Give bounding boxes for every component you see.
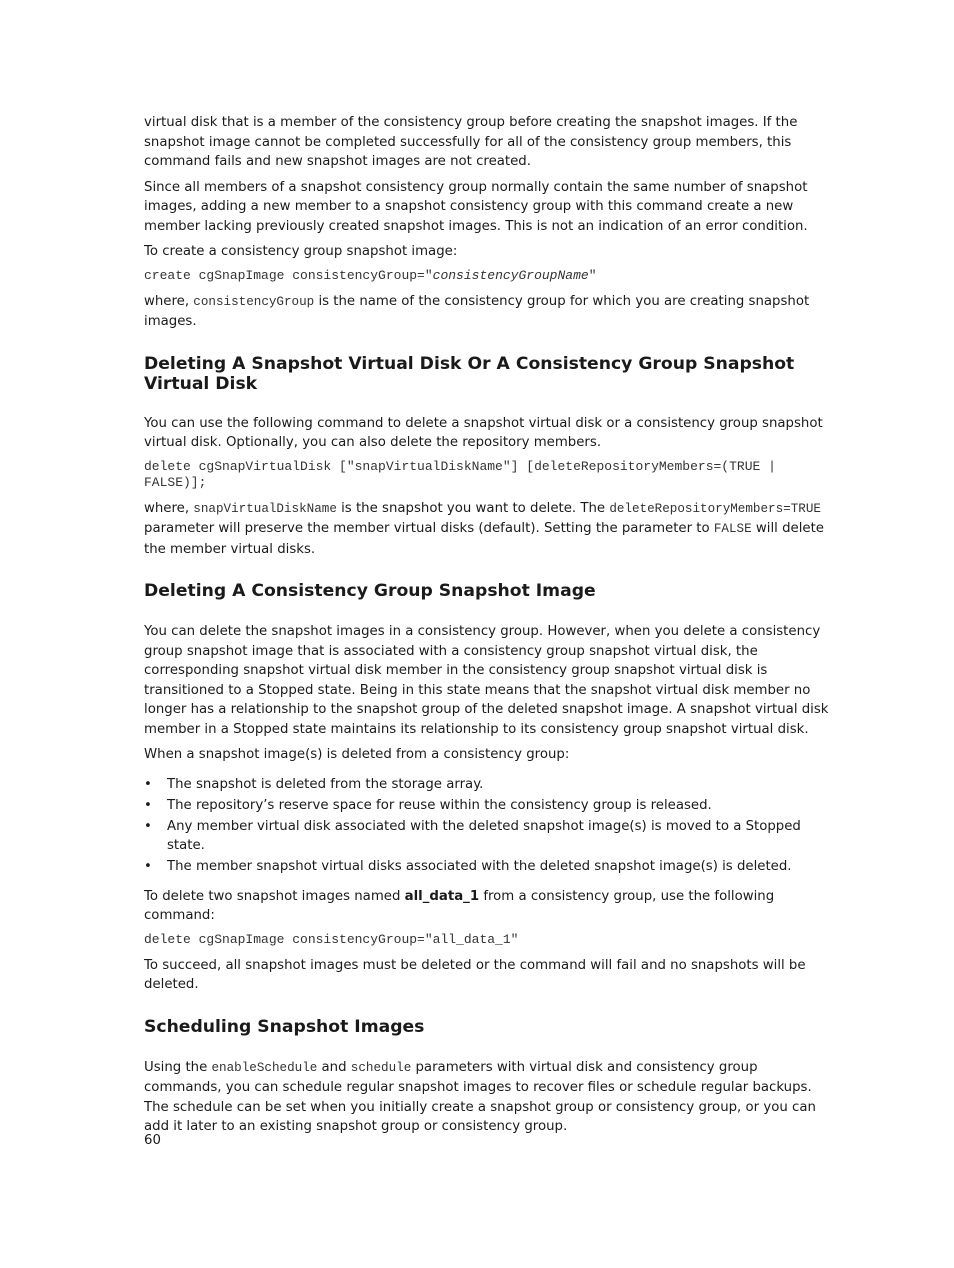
code-create-prefix: create cgSnapImage consistencyGroup=" <box>144 267 433 283</box>
bullet-icon: • <box>144 797 152 813</box>
paragraph-snapvirtualdiskname-where <box>144 499 838 560</box>
bullet-list-deletion-effects <box>144 775 838 877</box>
page-content <box>144 113 838 1143</box>
text-where-description: is the name of the consistency group for which you are creating snapshot images. <box>144 293 810 329</box>
inline-code-schedule: schedule <box>350 1060 412 1075</box>
code-delete-cgsnapvirtualdisk: delete cgSnapVirtualDisk ["snapVirtualDiskName"] [deleteRepositoryMembers=(TRUE | FALSE)]; <box>144 458 784 490</box>
paragraph-when-deleted: When a snapshot image(s) is deleted from a consistency group: <box>144 747 570 762</box>
inline-code-snapvirtualdiskname: snapVirtualDiskName <box>193 501 337 516</box>
list-item-text: The snapshot is deleted from the storage array. <box>167 776 484 792</box>
text-using-the: Using the <box>144 1059 212 1075</box>
text-will-delete: will delete the member virtual disks. <box>144 521 824 557</box>
paragraph-new-member-note: Since all members of a snapshot consistency group normally contain the same number of snapshot images, adding a new member to a snapshot consistency group with this command create a new member lacking previously created snapshot images. This is not an indication of an error condition. <box>144 179 808 234</box>
text-where-2: where, <box>144 500 194 516</box>
bullet-icon: • <box>144 818 152 834</box>
list-item-text: Any member virtual disk associated with the deleted snapshot image(s) is moved to a Stopped state. <box>167 818 801 853</box>
code-create-param: consistencyGroupName <box>432 267 589 283</box>
text-parameter-preserve: parameter will preserve the member virtual disks (default). Setting the parameter to <box>144 521 714 536</box>
bullet-icon: • <box>144 776 152 792</box>
paragraph-delete-all-data <box>144 887 838 926</box>
bullet-icon: • <box>144 859 152 874</box>
list-item <box>144 796 838 816</box>
inline-code-enableschedule: enableSchedule <box>211 1060 318 1075</box>
heading-deleting-snapshot-virtual-disk: Deleting A Snapshot Virtual Disk Or A Consistency Group Snapshot Virtual Disk <box>144 353 795 394</box>
paragraph-delete-snapshot-images: You can delete the snapshot images in a consistency group. However, when you delete a consistency group snapshot image that is associated with a consistency group snapshot virtual disk, the corresponding snapshot virtual disk member in the consistency group snapshot virtual disk is transitioned to a Stopped state. Being in this state means that the snapshot virtual disk member no longer has a relationship to the snapshot group of the deleted snapshot image. A snapshot virtual disk member in a Stopped state maintains its relationship to its consistency group snapshot virtual disk. <box>144 624 829 737</box>
list-item-text: The member snapshot virtual disks associated with the deleted snapshot image(s) is deleted. <box>167 859 792 874</box>
code-create-cgsnapimage <box>144 268 838 284</box>
text-and: and <box>317 1059 351 1075</box>
text-snapshot-delete: is the snapshot you want to delete. The <box>336 500 610 516</box>
code-create-suffix: " <box>588 267 597 283</box>
list-item <box>144 857 838 877</box>
inline-code-deleterepositorymembers: deleteRepositoryMembers=TRUE <box>609 501 821 516</box>
paragraph-delete-command-intro: You can use the following command to delete a snapshot virtual disk or a consistency group snapshot virtual disk. Optionally, you can also delete the repository members. <box>144 415 823 450</box>
list-item <box>144 775 838 795</box>
paragraph-to-succeed: To succeed, all snapshot images must be deleted or the command will fail and no snapshots will be deleted. <box>144 957 806 992</box>
list-item-text: The repository’s reserve space for reuse within the consistency group is released. <box>167 797 712 813</box>
text-scheduling-description: parameters with virtual disk and consistency group commands, you can schedule regular snapshot images to recover files or schedule regular backups. The schedule can be set when you initially create a snapshot group or consistency group, or you can add it later to an existing snapshot group or consistency group. <box>144 1059 816 1134</box>
paragraph-snapshot-failure: virtual disk that is a member of the consistency group before creating the snapshot images. If the snapshot image cannot be completed successfully for all of the consistency group members, this command fails and new snapshot images are not created. <box>144 115 798 169</box>
code-delete-cgsnapimage: delete cgSnapImage consistencyGroup="all_data_1" <box>144 931 519 947</box>
inline-code-consistencygroup: consistencyGroup <box>193 294 315 309</box>
paragraph-create-intro: To create a consistency group snapshot image: <box>144 244 458 259</box>
inline-code-false: FALSE <box>713 522 752 536</box>
heading-deleting-consistency-group-snapshot-image: Deleting A Consistency Group Snapshot Image <box>144 581 596 601</box>
paragraph-consistencygroup-where <box>144 292 838 332</box>
page-number: 60 <box>144 1133 161 1148</box>
text-delete-two: To delete two snapshot images named <box>144 888 405 904</box>
text-where: where, <box>144 293 194 309</box>
text-use-following: from a consistency group, use the following command: <box>144 888 775 923</box>
heading-scheduling-snapshot-images: Scheduling Snapshot Images <box>144 1016 425 1037</box>
list-item <box>144 817 838 856</box>
paragraph-scheduling <box>144 1058 838 1137</box>
bold-all-data-1: all_data_1 <box>404 888 480 904</box>
